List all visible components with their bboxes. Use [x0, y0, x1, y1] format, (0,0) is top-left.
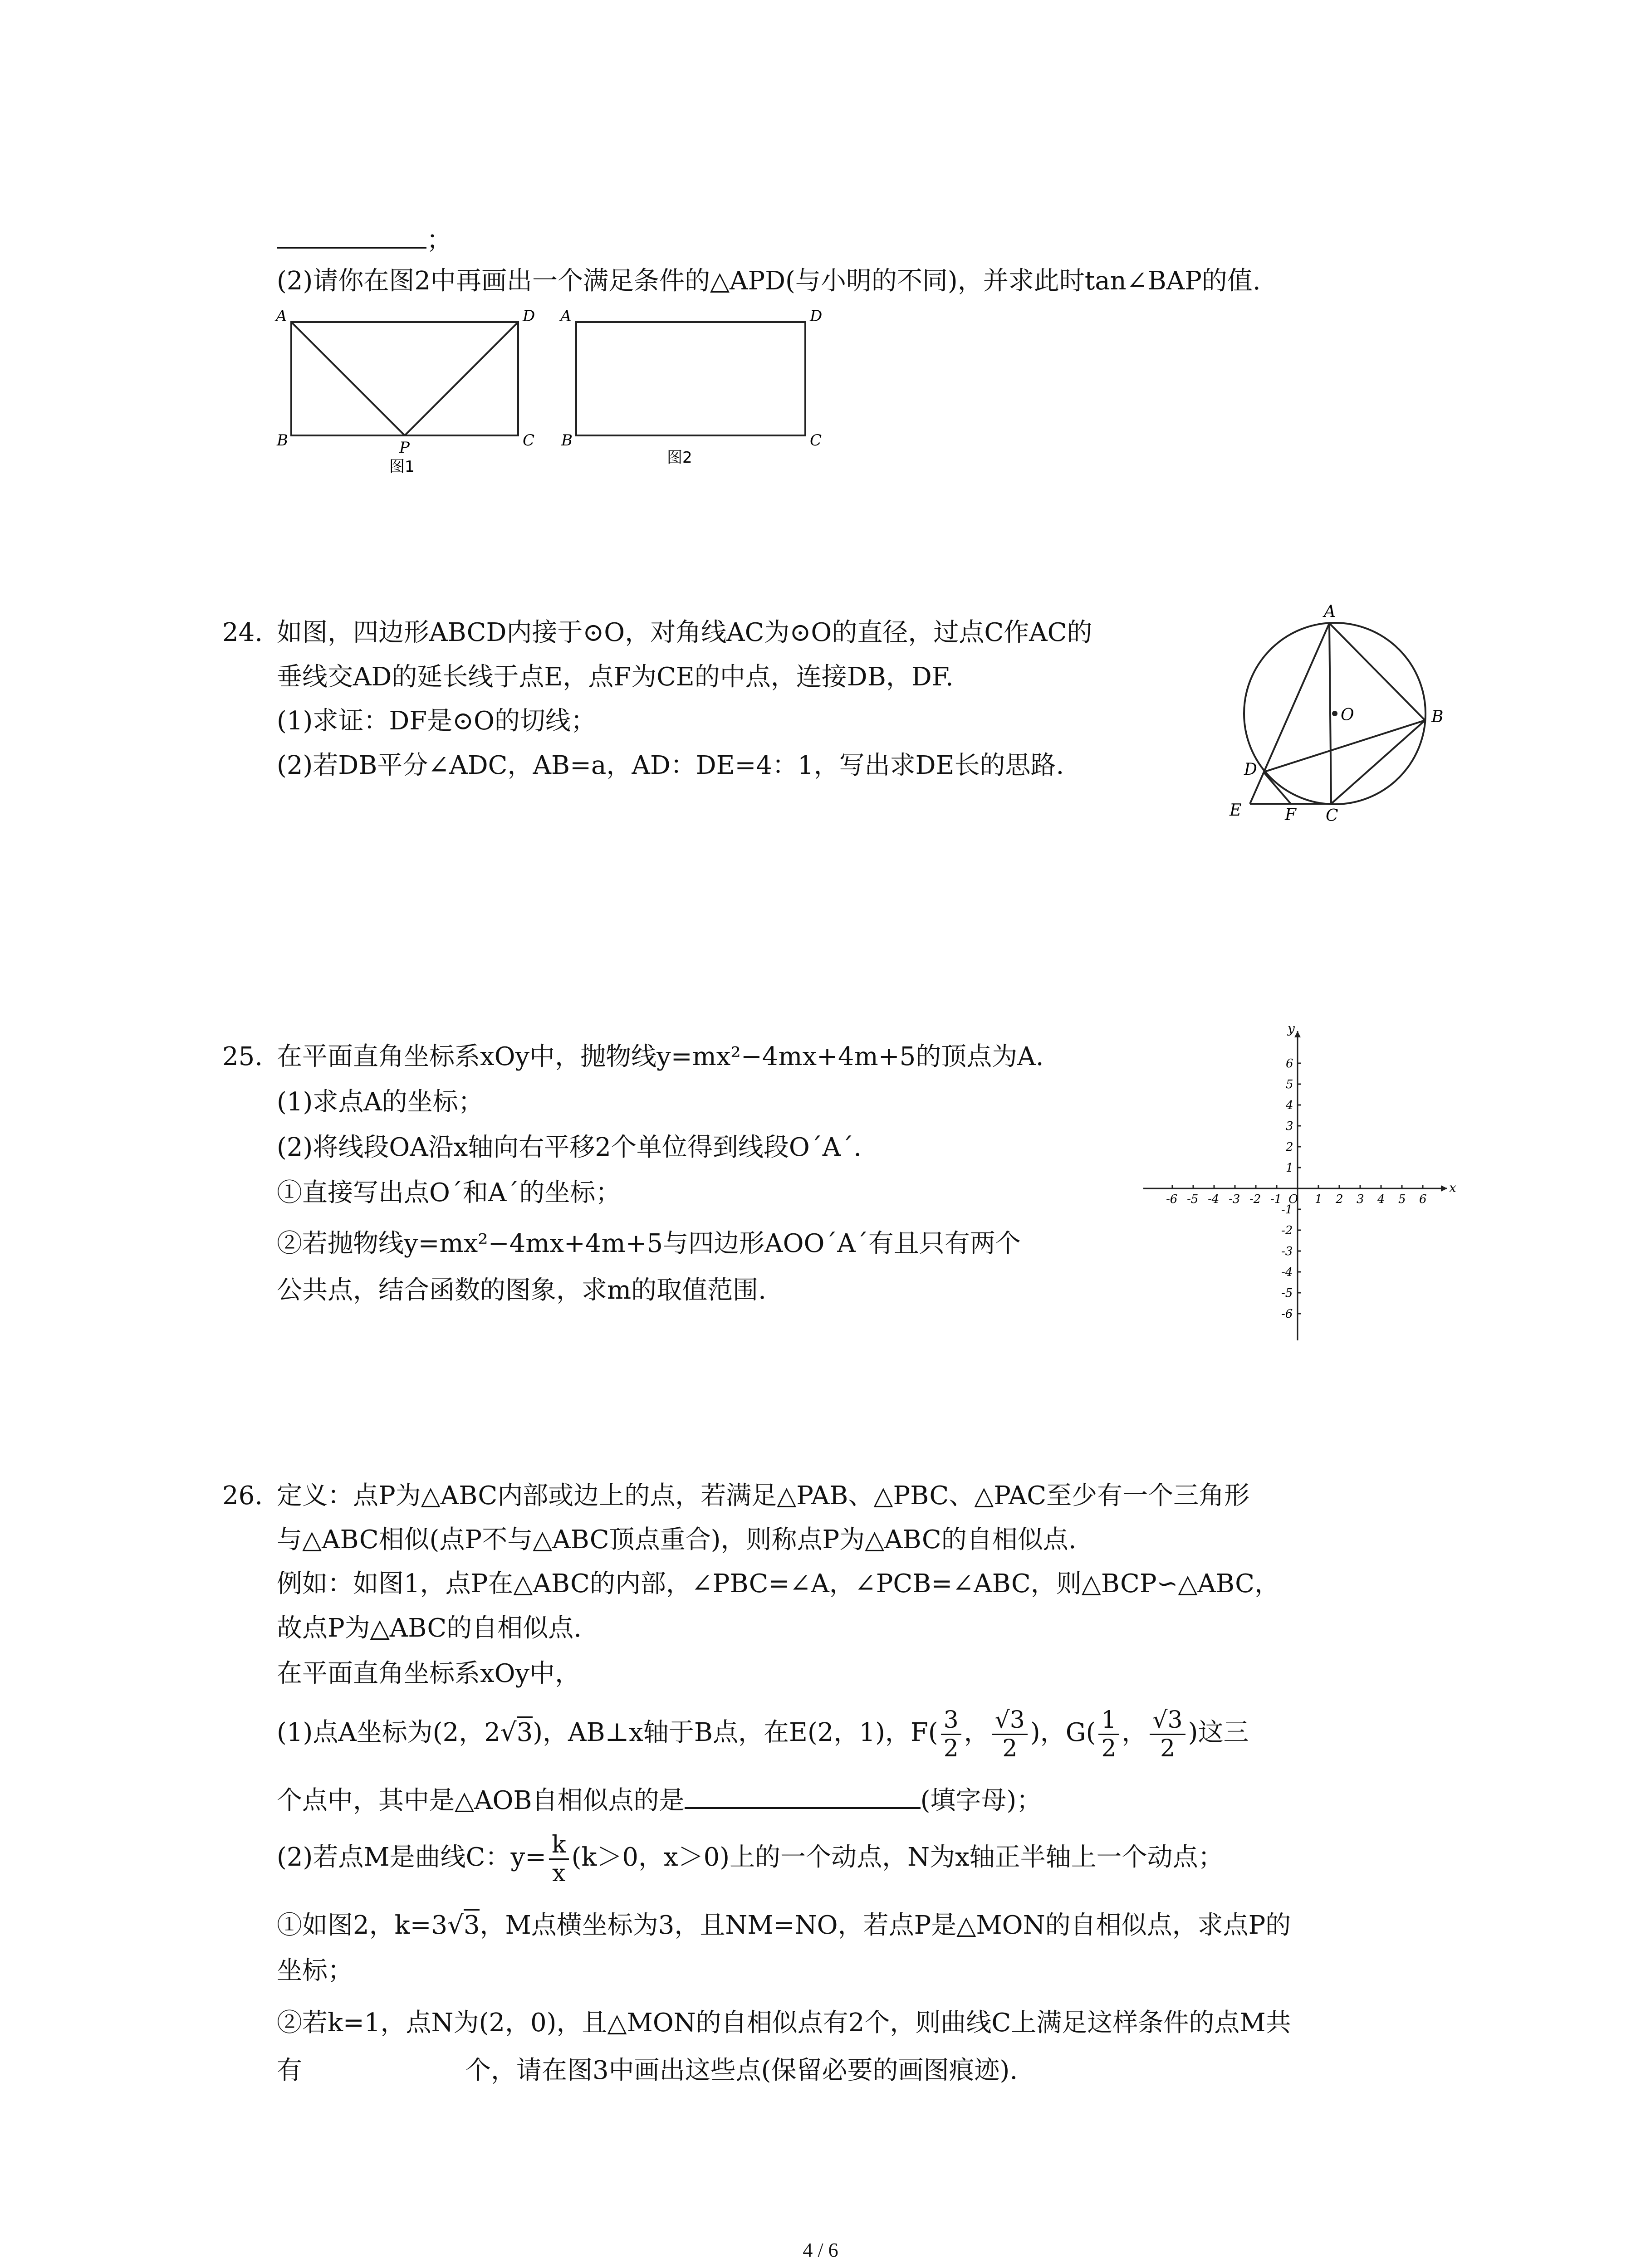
fraction-k-over-x — [549, 1831, 569, 1887]
y-tick-label: 2 — [1286, 1140, 1293, 1154]
q26-line11: ②若k=1，点N为(2，0)，且△MON的自相似点有2个，则曲线C上满足这样条件的点M共 — [277, 2008, 1291, 2038]
q26-line6 — [277, 1706, 1249, 1762]
numerator: k — [549, 1831, 569, 1860]
caption-fig1: 图1 — [389, 458, 415, 476]
label-c: C — [523, 431, 535, 450]
center-o — [1332, 711, 1337, 716]
q26-line12 — [277, 2053, 1018, 2089]
numerator: √3 — [992, 1706, 1028, 1735]
q26-line9-text-a: ①如图2，k=3 — [277, 1911, 448, 1940]
x-tick-label: -3 — [1229, 1193, 1240, 1206]
x-tick-label: -4 — [1208, 1193, 1220, 1206]
q24-circle-figure — [1225, 603, 1461, 821]
numerator: 1 — [1098, 1706, 1119, 1735]
x-tick-label: 2 — [1336, 1193, 1343, 1206]
q25-line5: ②若抛物线y=mx²−4mx+4m+5与四边形AOO´A´有且只有两个 — [277, 1229, 1021, 1258]
x-tick-label: 3 — [1357, 1193, 1364, 1206]
q26-line6-text-a: (1)点A坐标为(2，2 — [277, 1718, 500, 1747]
label-d: D — [523, 307, 535, 325]
q23-figure-1 — [272, 299, 544, 481]
q26-line5: 在平面直角坐标系xOy中， — [277, 1659, 581, 1688]
x-tick-label: -1 — [1270, 1193, 1282, 1206]
segment-df — [1264, 772, 1291, 804]
page-number: 4 / 6 — [803, 2239, 838, 2261]
origin-label: O — [1288, 1193, 1298, 1206]
comma: ， — [1122, 1718, 1147, 1747]
answer-blank — [277, 221, 426, 249]
y-axis-arrow — [1294, 1031, 1301, 1037]
q24-line1: 如图，四边形ABCD内接于⊙O，对角线AC为⊙O的直径，过点C作AC的 — [277, 618, 1092, 647]
q25-line4: ①直接写出点O´和A´的坐标； — [277, 1178, 621, 1207]
q26-line6-text-f: )这三 — [1188, 1718, 1249, 1747]
q26-line8-text-b: (k＞0，x＞0)上的一个动点，N为x轴正半轴上一个动点； — [571, 1843, 1224, 1872]
fraction-f-y — [992, 1706, 1028, 1762]
caption-fig2: 图2 — [667, 449, 692, 467]
label-a: A — [276, 307, 287, 325]
numerator: √3 — [1150, 1706, 1185, 1735]
q25-line2: (1)求点A的坐标； — [277, 1087, 484, 1117]
sqrt-symbol: √ — [500, 1718, 517, 1747]
numerator: 3 — [941, 1706, 961, 1735]
x-tick-label: -6 — [1166, 1193, 1178, 1206]
q26-line9-text-b: ，M点横坐标为3，且NM=NO，若点P是△MON的自相似点，求点P的 — [480, 1911, 1291, 1940]
y-tick-label: -4 — [1281, 1266, 1293, 1279]
answer-blank-line — [277, 221, 452, 259]
q26-line9 — [277, 1907, 1291, 1944]
y-tick-label: 1 — [1286, 1161, 1293, 1175]
label-a: A — [1324, 603, 1336, 621]
q24-number: 24. — [222, 618, 263, 647]
q26-line7-text-b: (填字母)； — [920, 1786, 1042, 1815]
q24-line2: 垂线交AD的延长线于点E，点F为CE的中点，连接DB，DF. — [277, 662, 954, 692]
comma: ， — [964, 1718, 989, 1747]
x-tick-label: 4 — [1377, 1193, 1385, 1206]
line-ae — [1250, 623, 1329, 804]
q26-line12-text-a: 有 — [277, 2056, 302, 2085]
label-f: F — [1285, 806, 1296, 821]
denominator: 2 — [1160, 1735, 1176, 1762]
y-tick-label: 3 — [1286, 1119, 1293, 1133]
x-tick-label: 1 — [1315, 1193, 1323, 1206]
q26-line6-text-d: )，G( — [1030, 1718, 1096, 1747]
q24-line4: (2)若DB平分∠ADC，AB=a，AD：DE=4：1，写出求DE长的思路. — [277, 751, 1064, 780]
label-o: O — [1341, 706, 1354, 724]
y-tick-label: -2 — [1281, 1224, 1293, 1237]
x-tick-label: -2 — [1249, 1193, 1261, 1206]
y-tick-label: -5 — [1281, 1286, 1293, 1300]
sqrt-symbol: √ — [447, 1911, 464, 1940]
y-tick-label: -1 — [1281, 1203, 1293, 1217]
denominator: 2 — [943, 1735, 959, 1762]
label-c: C — [810, 431, 822, 450]
label-p: P — [399, 439, 410, 457]
q26-line4: 故点P为△ABC的自相似点. — [277, 1613, 582, 1643]
q23-part2: (2)请你在图2中再画出一个满足条件的△APD(与小明的不同)，并求此时tan∠BAP的值. — [277, 266, 1261, 296]
q26-line8-text-a: (2)若点M是曲线C：y= — [277, 1843, 547, 1872]
blank-tail: ； — [426, 225, 452, 255]
y-tick-label: 4 — [1286, 1099, 1293, 1112]
q26-line7 — [277, 1782, 1042, 1819]
x-tick-label: -5 — [1187, 1193, 1199, 1206]
denominator: x — [552, 1860, 566, 1887]
x-axis-arrow — [1441, 1185, 1447, 1192]
sqrt-radicand: 3 — [464, 1909, 480, 1940]
answer-blank — [685, 1782, 921, 1809]
q25-line6: 公共点，结合函数的图象，求m的取值范围. — [277, 1276, 766, 1305]
x-axis-label: x — [1449, 1180, 1456, 1195]
y-tick-label: 6 — [1286, 1057, 1293, 1070]
q25-line3: (2)将线段OA沿x轴向右平移2个单位得到线段O´A´. — [277, 1133, 862, 1162]
rectangle-abcd-2 — [576, 322, 805, 435]
segment-db — [1264, 720, 1425, 772]
denominator: 2 — [1002, 1735, 1018, 1762]
q26-line12-text-b: 个，请在图3中画出这些点(保留必要的画图痕迹). — [465, 2056, 1018, 2085]
q23-figure-2 — [556, 299, 828, 481]
denominator: 2 — [1101, 1735, 1117, 1762]
q26-line3: 例如：如图1，点P在△ABC的内部，∠PBC=∠A，∠PCB=∠ABC，则△BCP∽△ABC， — [277, 1569, 1280, 1598]
y-axis-label: y — [1288, 1023, 1295, 1036]
fraction-g-x — [1098, 1706, 1119, 1762]
q26-line1: 定义：点P为△ABC内部或边上的点，若满足△PAB、△PBC、△PAC至少有一个三角形 — [277, 1481, 1250, 1510]
label-d: D — [810, 307, 823, 325]
q25-line1: 在平面直角坐标系xOy中，抛物线y=mx²−4mx+4m+5的顶点为A. — [277, 1042, 1044, 1071]
label-d: D — [1244, 760, 1257, 779]
x-tick-label: 6 — [1419, 1193, 1427, 1206]
rectangle-abcd — [291, 322, 518, 435]
q25-coordinate-axes — [1134, 1023, 1461, 1349]
y-tick-label: 5 — [1286, 1078, 1293, 1091]
q24-line3: (1)求证：DF是⊙O的切线； — [277, 706, 596, 736]
y-tick-label: -6 — [1281, 1307, 1293, 1321]
segment-ap — [291, 322, 405, 435]
x-tick-label: 5 — [1398, 1193, 1406, 1206]
label-c: C — [1326, 807, 1338, 821]
q26-line8 — [277, 1830, 1224, 1887]
label-b: B — [561, 431, 573, 450]
fraction-g-y — [1150, 1706, 1185, 1762]
fraction-f-x — [941, 1706, 961, 1762]
sqrt-radicand: 3 — [517, 1716, 533, 1747]
q26-line6-text-b: )，AB⊥x轴于B点，在E(2，1)，F( — [533, 1718, 938, 1747]
diameter-ac — [1329, 623, 1331, 804]
q26-line2: 与△ABC相似(点P不与△ABC顶点重合)，则称点P为△ABC的自相似点. — [277, 1525, 1077, 1554]
q26-number: 26. — [222, 1481, 263, 1510]
label-e: E — [1230, 801, 1242, 820]
label-b: B — [1431, 708, 1444, 726]
segment-dp — [405, 322, 518, 435]
q25-number: 25. — [222, 1042, 263, 1071]
q26-line10: 坐标； — [277, 1956, 353, 1985]
label-b: B — [277, 431, 288, 450]
label-a: A — [560, 307, 572, 325]
q26-line7-text-a: 个点中，其中是△AOB自相似点的是 — [277, 1786, 685, 1815]
y-tick-label: -3 — [1281, 1245, 1293, 1258]
